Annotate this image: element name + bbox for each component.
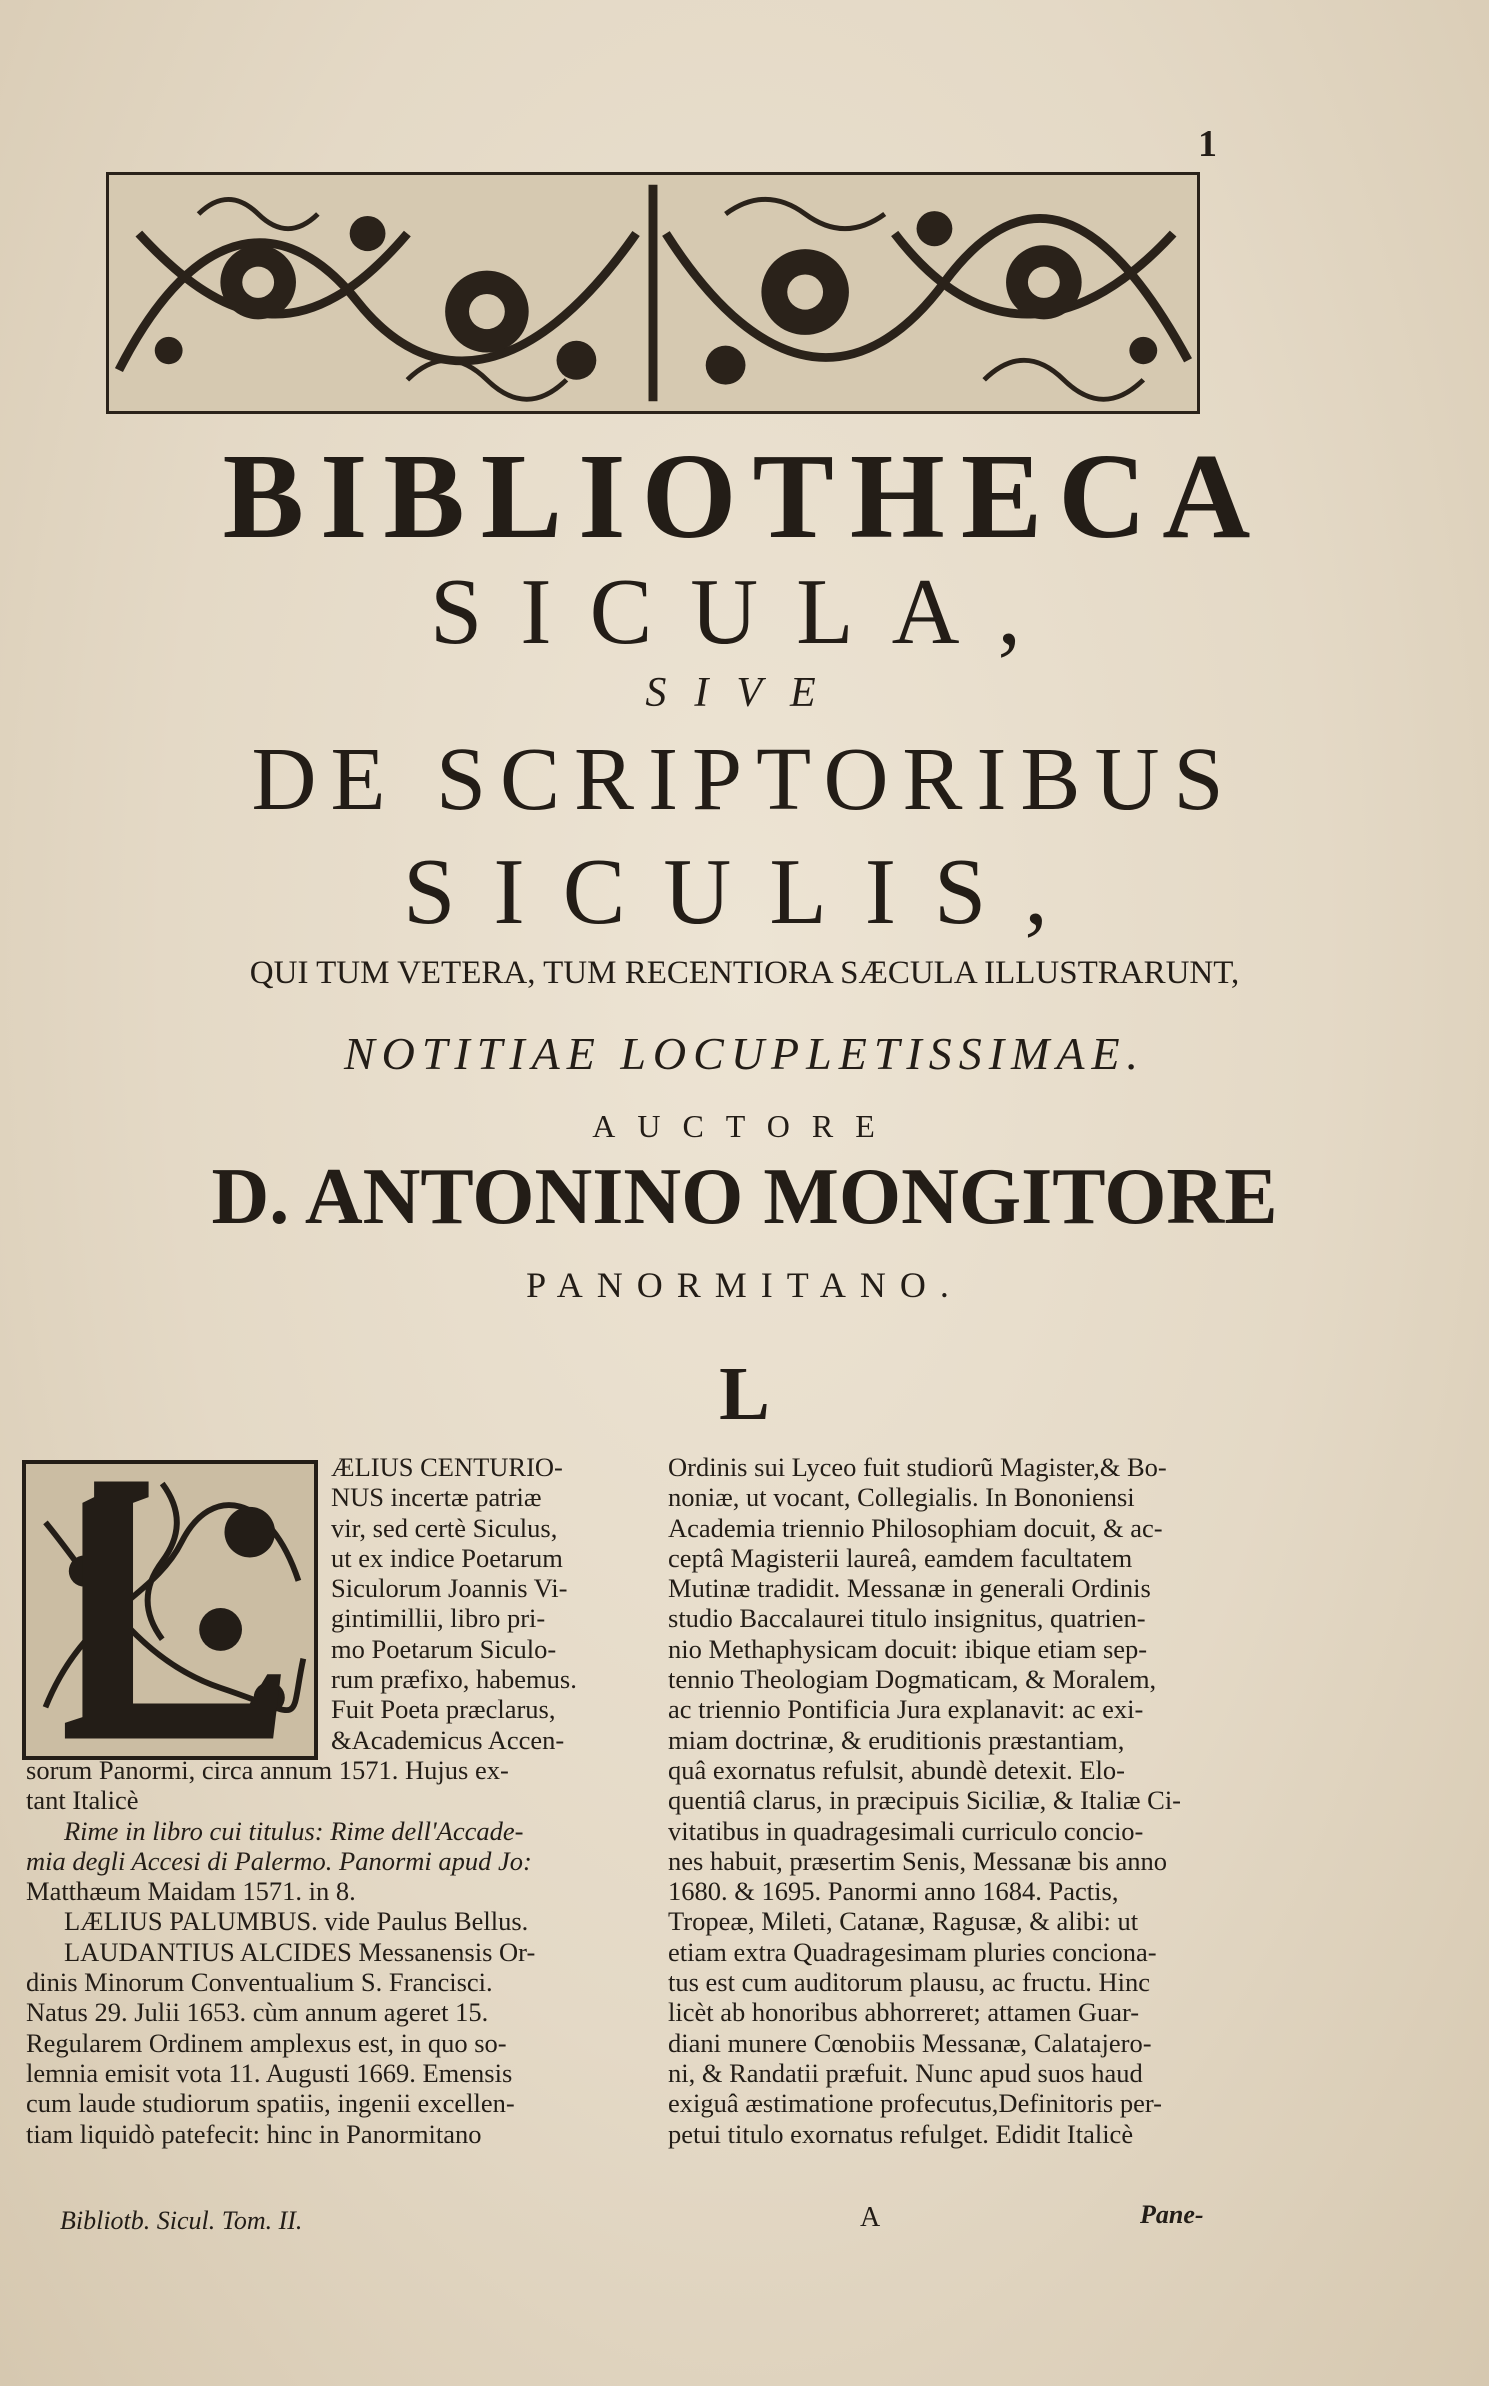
- ornamental-headpiece: [106, 172, 1200, 414]
- text-line: petui titulo exornatus refulget. Edidit Italicè: [668, 2118, 1134, 2149]
- text-line: tennio Theologiam Dogmaticam, & Moralem,: [668, 1664, 1157, 1695]
- text-line: vitatibus in quadragesimali curriculo concio-: [668, 1815, 1144, 1846]
- text-line: miam doctrinæ, & eruditionis præstantiam,: [668, 1724, 1125, 1755]
- text-line: LÆLIUS PALUMBUS. vide Paulus Bellus.: [64, 1906, 529, 1937]
- text-line: &Academicus Accen-: [331, 1724, 565, 1755]
- text-line: rum præfixo, habemus.: [331, 1664, 577, 1695]
- title-line5: SICULIS,: [403, 840, 1086, 944]
- text-line: diani munere Cœnobiis Messanæ, Calatajero-: [668, 2027, 1152, 2058]
- page-number: 1: [1198, 123, 1217, 165]
- text-line: Fuit Poeta præclarus,: [331, 1694, 556, 1725]
- right-column: [668, 1452, 1248, 2149]
- text-line: NUS incertæ patriæ: [331, 1482, 542, 1513]
- text-line: quentiâ clarus, in præcipuis Siciliæ, & Italiæ Ci-: [668, 1785, 1182, 1816]
- floral-ornament-icon: [109, 175, 1197, 411]
- text-line: mo Poetarum Siculo-: [331, 1633, 557, 1664]
- catchword: Pane-: [1140, 2200, 1204, 2229]
- text-line: ac triennio Pontificia Jura explanavit: ac exi-: [668, 1694, 1144, 1725]
- text-line: Matthæum Maidam 1571. in 8.: [26, 1876, 356, 1907]
- title-line6: QUI TUM VETERA, TUM RECENTIORA SÆCULA ILLUSTRARUNT,: [249, 955, 1240, 991]
- text-line: mia degli Accesi di Palermo. Panormi apud Jo:: [26, 1845, 532, 1876]
- title-line2: SICULA,: [430, 560, 1059, 664]
- text-line: ceptâ Magisterii laureâ, eamdem facultatem: [668, 1542, 1133, 1573]
- title-main: BIBLIOTHECA: [222, 429, 1267, 564]
- text-line: cum laude studiorum spatiis, ingenii excellen-: [26, 2088, 515, 2119]
- left-column: [26, 1452, 606, 2149]
- title-line4: DE SCRIPTORIBUS: [251, 730, 1238, 829]
- text-line: dinis Minorum Conventualium S. Francisci.: [26, 1967, 493, 1998]
- text-line: tant Italicè: [26, 1785, 139, 1816]
- text-line: vir, sed certè Siculus,: [331, 1512, 558, 1543]
- text-line: Mutinæ tradidit. Messanæ in generali Ordinis: [668, 1573, 1151, 1604]
- text-line: licèt ab honoribus abhorreret; attamen Guar-: [668, 1997, 1140, 2028]
- text-line: 1680. & 1695. Panormi anno 1684. Pactis,: [668, 1876, 1119, 1907]
- text-line: Ordinis sui Lyceo fuit studiorũ Magister,& Bo-: [668, 1452, 1167, 1482]
- text-line: nes habuit, præsertim Senis, Messanæ bis anno: [668, 1845, 1168, 1876]
- auctore-label: AUCTORE: [592, 1108, 897, 1144]
- text-line: ni, & Randatii præfuit. Nunc apud suos haud: [668, 2057, 1143, 2088]
- text-line: LAUDANTIUS ALCIDES Messanensis Or-: [64, 1936, 536, 1967]
- volume-footer: Bibliotb. Sicul. Tom. II.: [60, 2206, 303, 2235]
- text-line: Academia triennio Philosophiam docuit, & ac-: [668, 1512, 1163, 1543]
- text-line: etiam extra Quadragesimam pluries conciona-: [668, 1936, 1157, 1967]
- text-line: Tropeæ, Mileti, Catanæ, Ragusæ, & alibi: ut: [668, 1906, 1139, 1937]
- text-line: Rime in libro cui titulus: Rime dell'Accade-: [64, 1815, 524, 1846]
- text-line: ÆLIUS CENTURIO-: [331, 1452, 563, 1482]
- text-line: exiguâ æstimatione profecutus,Definitoris per-: [668, 2088, 1163, 2119]
- signature-mark: A: [860, 2202, 881, 2233]
- text-line: tiam liquidò patefecit: hinc in Panormitano: [26, 2118, 482, 2149]
- text-line: sorum Panormi, circa annum 1571. Hujus ex-: [26, 1754, 509, 1785]
- section-letter: L: [719, 1352, 770, 1436]
- author-name: D. ANTONINO MONGITORE: [211, 1153, 1278, 1241]
- text-line: ut ex indice Poetarum: [331, 1542, 563, 1573]
- author-origin: PANORMITANO.: [526, 1265, 963, 1305]
- text-line: Siculorum Joannis Vi-: [331, 1573, 568, 1604]
- text-line: nio Methaphysicam docuit: ibique etiam sep-: [668, 1633, 1148, 1664]
- text-line: tus est cum auditorum plausu, ac fructu. Hinc: [668, 1967, 1151, 1998]
- text-line: Natus 29. Julii 1653. cùm annum ageret 15.: [26, 1997, 489, 2028]
- text-line: Regularem Ordinem amplexus est, in quo so-: [26, 2027, 507, 2058]
- text-line: lemnia emisit vota 11. Augusti 1669. Emensis: [26, 2057, 513, 2088]
- text-line: gintimillii, libro pri-: [331, 1603, 546, 1634]
- title-line3: SIVE: [645, 670, 844, 716]
- text-line: noniæ, ut vocant, Collegialis. In Bononiensi: [668, 1482, 1135, 1513]
- text-line: studio Baccalaurei titulo insignitus, quatrien-: [668, 1603, 1146, 1634]
- title-line7: NOTITIAE LOCUPLETISSIMAE.: [343, 1028, 1146, 1079]
- text-line: quâ exornatus refulsit, abundè detexit. Elo-: [668, 1754, 1125, 1785]
